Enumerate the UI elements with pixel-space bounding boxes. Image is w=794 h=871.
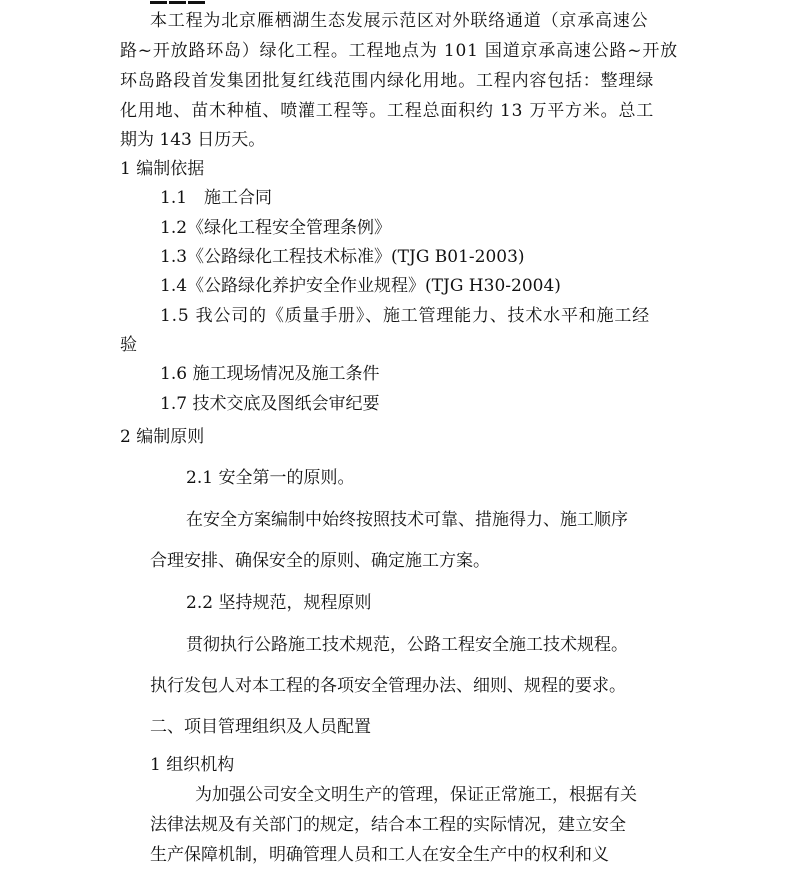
basis-item: 1.5 我公司的《质量手册》、施工管理能力、技术水平和施工经 <box>160 306 650 326</box>
organization-body-line: 生产保障机制，明确管理人员和工人在安全生产中的权利和义 <box>150 845 609 865</box>
section-heading: 2 编制原则 <box>120 427 205 447</box>
overview-line: 期为 143 日历天。 <box>120 130 266 150</box>
overview-line: 本工程为北京雁栖湖生态发展示范区对外联络通道（京承高速公 <box>150 11 649 31</box>
principle-body-line: 合理安排、确保安全的原则、确定施工方案。 <box>150 551 490 571</box>
principle-body-line: 贯彻执行公路施工技术规范，公路工程安全施工技术规程。 <box>186 635 628 655</box>
subsection-heading: 1 组织机构 <box>150 755 235 775</box>
principle-title: 2.2 坚持规范，规程原则 <box>186 593 372 613</box>
basis-item: 1.1 施工合同 <box>160 188 273 208</box>
overview-line: 环岛路段首发集团批复红线范围内绿化用地。工程内容包括：整理绿 <box>120 71 654 91</box>
overview-line: 路~开放路环岛）绿化工程。工程地点为 101 国道京承高速公路~开放 <box>120 41 678 61</box>
principle-title: 2.1 安全第一的原则。 <box>186 468 355 488</box>
basis-item: 1.2《绿化工程安全管理条例》 <box>160 218 392 238</box>
organization-body-line: 为加强公司安全文明生产的管理，保证正常施工，根据有关 <box>195 785 637 805</box>
basis-item: 1.4《公路绿化养护安全作业规程》(TJG H30-2004) <box>160 276 561 296</box>
organization-body-line: 法律法规及有关部门的规定，结合本工程的实际情况，建立安全 <box>150 815 626 835</box>
basis-item: 1.6 施工现场情况及施工条件 <box>160 364 380 384</box>
principle-body-line: 在安全方案编制中始终按照技术可靠、措施得力、施工顺序 <box>186 510 628 530</box>
cropped-heading-remnant <box>150 0 230 6</box>
overview-line: 化用地、苗木种植、喷灌工程等。工程总面积约 13 万平方米。总工 <box>120 101 655 121</box>
principle-body-line: 执行发包人对本工程的各项安全管理办法、细则、规程的要求。 <box>150 676 626 696</box>
chapter-heading: 二、项目管理组织及人员配置 <box>150 717 371 737</box>
basis-item: 1.3《公路绿化工程技术标准》(TJG B01-2003) <box>160 247 525 267</box>
basis-item: 1.7 技术交底及图纸会审纪要 <box>160 394 380 414</box>
section-heading: 1 编制依据 <box>120 159 205 179</box>
basis-item-continuation: 验 <box>120 335 137 355</box>
